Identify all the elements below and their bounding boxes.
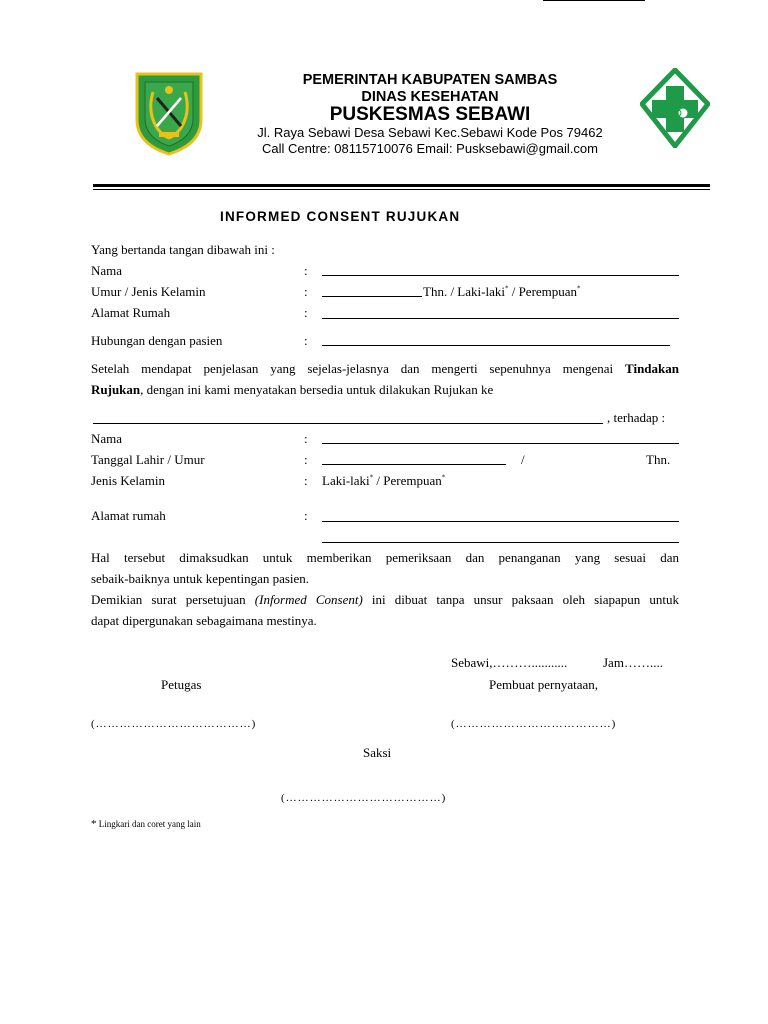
- p2-jk-value: [322, 473, 445, 489]
- p2-jk-colon: :: [304, 473, 308, 488]
- p2-alamat-label: Alamat rumah: [91, 508, 166, 523]
- para2-line1: Hal tersebut dimaksudkan untuk memberikan pemeriksaan dan penanganan yang sesuai dan: [91, 550, 679, 565]
- p1-nama-label: Nama: [91, 263, 123, 278]
- intro-text: Yang bertanda tangan dibawah ini :: [91, 242, 275, 257]
- p2-perempuan: / Perempuan: [373, 473, 442, 488]
- p2-star2: *: [441, 473, 446, 482]
- header-contact: Call Centre: 08115710076 Email: Pusksebawi@gmail.com: [262, 141, 598, 156]
- p2-laki: Laki-laki: [322, 473, 370, 488]
- footnote: [91, 818, 201, 830]
- p2-nama-label: Nama: [91, 431, 123, 446]
- p1-star1: *: [504, 284, 509, 293]
- shield-emblem-icon: [133, 68, 205, 158]
- p2-jk-label: Jenis Kelamin: [91, 473, 166, 488]
- p2-thn: Thn.: [646, 452, 671, 467]
- header-address: Jl. Raya Sebawi Desa Sebawi Kec.Sebawi Kode Pos 79462: [257, 125, 603, 140]
- sign-jam: Jam……....: [603, 655, 663, 670]
- header-divider-thin: [93, 189, 710, 190]
- footnote-star: *: [91, 818, 97, 830]
- p2-star1: *: [369, 473, 374, 482]
- document-title: INFORMED CONSENT RUJUKAN: [220, 209, 461, 224]
- saksi-signature[interactable]: (…………………………………): [281, 792, 447, 804]
- sign-place-date: Sebawi,………...........: [451, 655, 568, 670]
- header-line2: DINAS KESEHATAN: [361, 89, 499, 105]
- p2-umur-field[interactable]: [543, 0, 645, 1]
- p1-alamat-colon: :: [304, 305, 308, 320]
- health-cross-icon: [640, 68, 710, 148]
- p1-umur-label: Umur / Jenis Kelamin: [91, 284, 206, 299]
- p1-thn-laki: Thn. / Laki-laki: [423, 284, 505, 299]
- rujukan-destination-field[interactable]: [93, 423, 603, 424]
- p1-umur-colon: :: [304, 284, 308, 299]
- terhadap-text: , terhadap :: [607, 410, 666, 425]
- para1-part1: Setelah mendapat penjelasan yang sejelas-jelasnya dan mengerti sepenuhnya mengenai: [91, 361, 626, 376]
- para1-line1: [91, 361, 679, 377]
- para1-line2: [91, 382, 493, 398]
- p2-nama-colon: :: [304, 431, 308, 446]
- p2-alamat-field-2[interactable]: [322, 542, 679, 543]
- kabupaten-sambas-logo: [133, 68, 205, 158]
- p2-tgl-label: Tanggal Lahir / Umur: [91, 452, 205, 467]
- p2-tgl-colon: :: [304, 452, 308, 467]
- p1-gender-text: [423, 284, 581, 300]
- header-divider: [93, 184, 710, 187]
- para2-line4: dapat dipergunakan sebagaimana mestinya.: [91, 613, 317, 628]
- para2-line3i: (Informed Consent): [254, 592, 363, 607]
- p1-nama-colon: :: [304, 263, 308, 278]
- p1-hubungan-label: Hubungan dengan pasien: [91, 333, 223, 348]
- para2-line2: sebaik-baiknya untuk kepentingan pasien.: [91, 571, 310, 586]
- p2-alamat-field-1[interactable]: [322, 521, 679, 522]
- para1-bold2: Rujukan: [91, 382, 141, 397]
- p2-alamat-colon: :: [304, 508, 308, 523]
- pembuat-signature[interactable]: (…………………………………): [451, 718, 617, 730]
- p1-umur-field[interactable]: [322, 296, 422, 297]
- p1-hubungan-field[interactable]: [322, 345, 670, 346]
- saksi-label: Saksi: [363, 745, 392, 760]
- p1-nama-field[interactable]: [322, 275, 679, 276]
- pembuat-label: Pembuat pernyataan,: [489, 677, 599, 692]
- p1-alamat-field[interactable]: [322, 318, 679, 319]
- footnote-text: Lingkari dan coret yang lain: [98, 819, 201, 829]
- header-line3: PUSKESMAS SEBAWI: [329, 104, 531, 125]
- p2-tgl-slash: /: [521, 452, 525, 467]
- p2-nama-field[interactable]: [322, 443, 679, 444]
- p1-star2: *: [577, 284, 581, 293]
- p2-tgl-field[interactable]: [322, 464, 506, 465]
- para2-line3a: Demikian surat persetujuan: [91, 592, 255, 607]
- para1-bold1: Tindakan: [625, 361, 679, 376]
- petugas-label: Petugas: [161, 677, 202, 692]
- puskesmas-logo: [640, 68, 710, 148]
- para1-part2: , dengan ini kami menyatakan bersedia untuk dilakukan Rujukan ke: [140, 382, 494, 397]
- p1-perempuan: / Perempuan: [508, 284, 578, 299]
- header-line1: PEMERINTAH KABUPATEN SAMBAS: [302, 72, 558, 88]
- para2-line3b: ini dibuat tanpa unsur paksaan oleh siapapun untuk: [362, 592, 679, 607]
- para2-line3: [91, 592, 679, 608]
- petugas-signature[interactable]: (…………………………………): [91, 718, 257, 730]
- p1-hubungan-colon: :: [304, 333, 308, 348]
- p1-alamat-label: Alamat Rumah: [91, 305, 171, 320]
